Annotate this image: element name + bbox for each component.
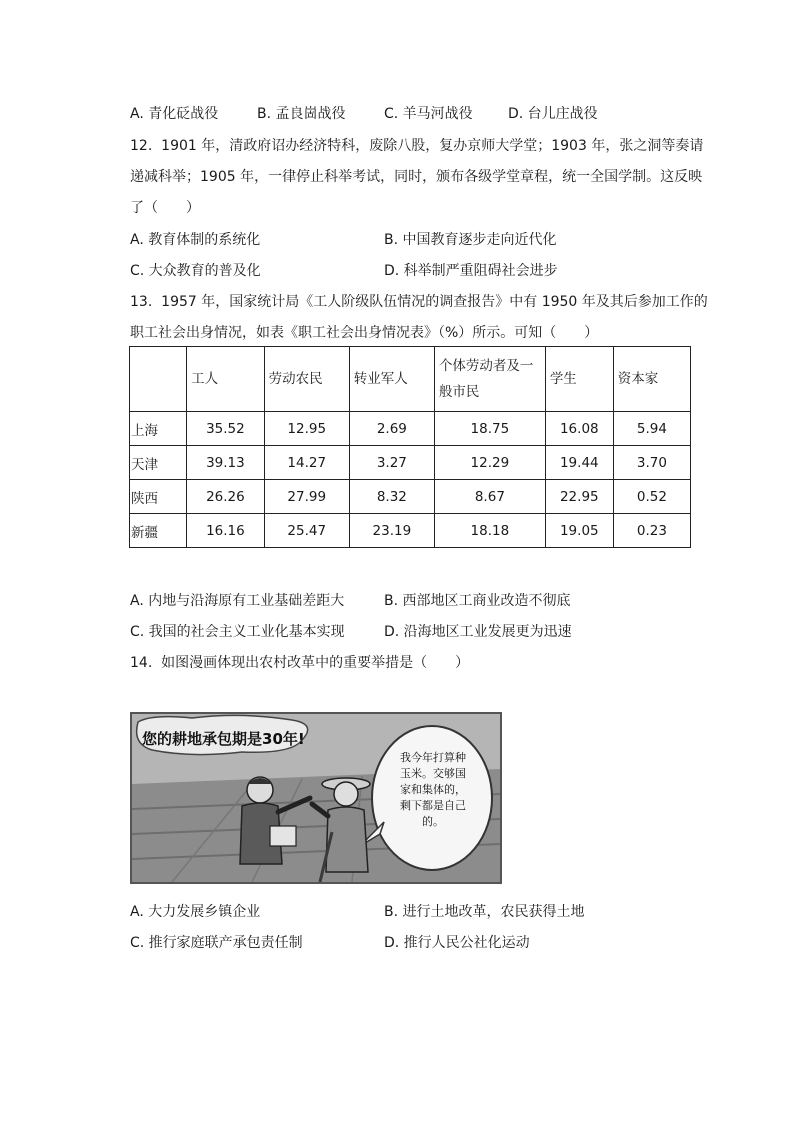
table-cell: 12.95 [264, 412, 349, 446]
table-row-label: 新疆 [130, 514, 187, 548]
q13-stem-line-1: 13. 1957 年，国家统计局《工人阶级队伍情况的调查报告》中有 1950 年及其后参加工作的 [130, 294, 708, 310]
q13-option-d: D. 沿海地区工业发展更为迅速 [384, 624, 572, 640]
q12-stem-line-2: 递减科举；1905 年，一律停止科举考试，同时，颁布各级学堂章程，统一全国学制。这反映 [130, 169, 703, 185]
social-origin-table [129, 346, 691, 548]
q13-option-b: B. 西部地区工商业改造不彻底 [384, 593, 571, 609]
table-cell: 8.32 [349, 480, 434, 514]
table-row [130, 412, 691, 446]
table-cell: 19.44 [545, 446, 613, 480]
q13-option-c: C. 我国的社会主义工业化基本实现 [130, 624, 345, 640]
q14-option-d: D. 推行人民公社化运动 [384, 935, 530, 951]
table-cell: 5.94 [613, 412, 690, 446]
q14-option-a: A. 大力发展乡镇企业 [130, 904, 261, 920]
table-row [130, 446, 691, 480]
q14-stem: 14. 如图漫画体现出农村改革中的重要举措是（ ） [130, 655, 470, 671]
table-cell: 0.52 [613, 480, 690, 514]
q14-option-c: C. 推行家庭联产承包责任制 [130, 935, 303, 951]
table-cell: 0.23 [613, 514, 690, 548]
cartoon-banner-text: 您的耕地承包期是30年! [142, 730, 305, 748]
table-row [130, 480, 691, 514]
table-row-label: 上海 [130, 412, 187, 446]
table-header-soldiers: 转业军人 [349, 347, 434, 412]
table-row [130, 514, 691, 548]
q11-option-d: D. 台儿庄战役 [508, 106, 598, 122]
table-cell: 18.75 [434, 412, 545, 446]
table-row-label: 天津 [130, 446, 187, 480]
table-cell: 8.67 [434, 480, 545, 514]
cartoon-speech-text: 我今年打算种玉米。交够国家和集体的，剩下都是自己的。 [400, 751, 466, 828]
q11-option-b: B. 孟良崮战役 [257, 106, 346, 122]
table-cell: 12.29 [434, 446, 545, 480]
q12-stem-line-1: 12. 1901 年，清政府诏办经济特科，废除八股，复办京师大学堂；1903 年，张之洞等奏请 [130, 138, 704, 154]
q12-stem-line-3: 了（ ） [130, 200, 200, 216]
q11-option-a: A. 青化砭战役 [130, 106, 219, 122]
table-cell: 23.19 [349, 514, 434, 548]
table-header-corner [130, 347, 187, 412]
q12-option-a: A. 教育体制的系统化 [130, 232, 261, 248]
table-header-students: 学生 [545, 347, 613, 412]
table-header-peasants: 劳动农民 [264, 347, 349, 412]
table-cell: 2.69 [349, 412, 434, 446]
q13-stem-line-2: 职工社会出身情况，如表《职工社会出身情况表》（%）所示。可知（ ） [130, 325, 599, 341]
table-cell: 14.27 [264, 446, 349, 480]
q12-option-b: B. 中国教育逐步走向近代化 [384, 232, 557, 248]
table-cell: 35.52 [187, 412, 265, 446]
table-header-citizens: 个体劳动者及一般市民 [434, 347, 545, 412]
table-cell: 22.95 [545, 480, 613, 514]
q13-option-a: A. 内地与沿海原有工业基础差距大 [130, 593, 345, 609]
q11-option-c: C. 羊马河战役 [384, 106, 473, 122]
table-cell: 26.26 [187, 480, 265, 514]
table-row-label: 陕西 [130, 480, 187, 514]
table-cell: 27.99 [264, 480, 349, 514]
table-header-capitalists: 资本家 [613, 347, 690, 412]
q12-option-c: C. 大众教育的普及化 [130, 263, 261, 279]
table-cell: 3.27 [349, 446, 434, 480]
table-header-workers: 工人 [187, 347, 265, 412]
q12-option-d: D. 科举制严重阻碍社会进步 [384, 263, 558, 279]
table-cell: 39.13 [187, 446, 265, 480]
table-cell: 25.47 [264, 514, 349, 548]
land-contract-cartoon [130, 712, 502, 884]
table-cell: 18.18 [434, 514, 545, 548]
table-cell: 19.05 [545, 514, 613, 548]
table-cell: 3.70 [613, 446, 690, 480]
q14-option-b: B. 进行土地改革，农民获得土地 [384, 904, 585, 920]
table-cell: 16.16 [187, 514, 265, 548]
table-header-row [130, 347, 691, 412]
table-cell: 16.08 [545, 412, 613, 446]
